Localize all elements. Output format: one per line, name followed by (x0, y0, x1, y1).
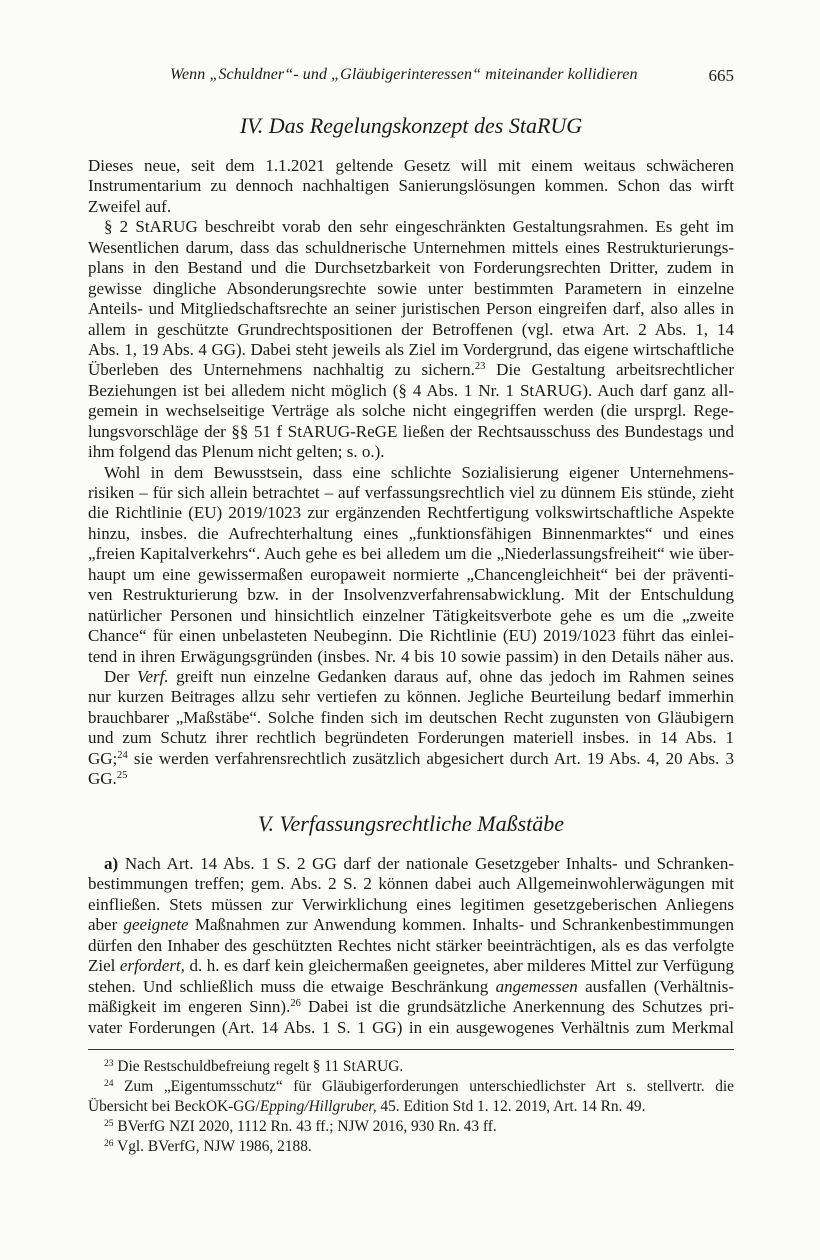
text-line: „freien Kapitalverkehrs“. Auch gehe es bei alledem um die „Niederlassungsfreiheit“ wie über- (88, 544, 734, 564)
text-line: gewisse dingliche Absonderungsrechte sowie unter bestimmten Parametern in einzelne (88, 278, 734, 298)
text-line: risiken – für sich allein betrachtet – auf verfassungsrechtlich viel zu dünnem Eis stünde, zieht (88, 483, 734, 502)
text-line: Beziehungen ist bei alledem nicht möglich (§ 4 Abs. 1 Nr. 1 StARUG). Auch darf ganz all- (88, 380, 734, 400)
text-line (88, 769, 734, 789)
text-run: Die Gestaltung arbeitsrechtlicher (485, 360, 734, 380)
running-title: Wenn „Schuldner“- und „Gläubigerinteressen“ miteinander kollidieren (170, 66, 638, 83)
footnote-text: Die Restschuldbefreiung regelt § 11 StARUG. (113, 1058, 404, 1075)
section-heading-iv: IV. Das Regelungskonzept des StaRUG (239, 113, 583, 138)
footnote-number: 26 (104, 1137, 114, 1149)
text-line: die Richtlinie (EU) 2019/1023 zur ergänzenden Rechtfertigung volkswirtschaftliche Aspekte (88, 503, 734, 523)
text-line: hinzu, insbes. die Aufrechterhaltung eines „funktionsfähigen Binnenmarktes“ und eines (88, 523, 734, 543)
text-line: und zum Schutz ihrer rechtlich begründeten Forderungen materiell insbes. in 14 Abs. 1 (88, 728, 734, 748)
text-line: Chance“ für einen unbelasteten Neubeginn. Die Richtlinie (EU) 2019/1023 führt das einlei- (88, 626, 734, 646)
emphasis: angemessen (495, 976, 578, 996)
text-line: Anteils- und Mitgliedschaftsrechte an seiner juristischen Person eingreifen darf, also alles in (88, 299, 734, 319)
text-line: vater Forderungen (Art. 14 Abs. 1 S. 1 GG) in ein ausgewogenes Verhältnis zum Merkmal (88, 1017, 734, 1037)
section-iv-body (88, 156, 734, 790)
text-run: Dabei ist die grundsätzliche Anerkennung des Schutzes pri- (300, 997, 734, 1017)
text-line: dürfen den Inhaber des geschützten Rechtes nicht stärker beeinträchtigen, als es das verfolgte (88, 935, 734, 955)
text-line: einfließen. Stets müssen zur Verwirklichung eines legitimen gesetzgeberischen Anliegens (88, 894, 734, 914)
text-run: greift nun einzelne Gedanken daraus auf, ohne das jedoch im Rahmen seines (168, 666, 734, 686)
footnote-23 (88, 1057, 734, 1077)
footnote-25 (88, 1117, 734, 1137)
text-line: gemein in wechselseitige Verträge als solche nicht eingegriffen werden (die ursprgl. Rege- (88, 401, 734, 421)
author-abbrev: Verf. (137, 666, 169, 686)
page-number: 665 (708, 66, 734, 85)
text-run: Der (104, 666, 137, 686)
footnote-number: 25 (104, 1117, 114, 1129)
footnote-authors: Epping/Hillgruber, (259, 1098, 377, 1115)
footnote-ref-26[interactable]: 26 (290, 998, 301, 1010)
text-line: ihm folgend das Plenum nicht gelten; s. o.). (88, 442, 385, 462)
text-line: haupt um eine gewissermaßen europaweit normierte „Chancengleichheit“ bei der präventi- (88, 564, 734, 584)
text-line: lungsvorschläge der §§ 51 f StARUG-ReGE ließen der Rechtsausschuss des Bundestags und (88, 421, 734, 441)
text-run: d. h. es darf kein gleichermaßen geeignetes, aber milderes Mittel zur Verfügung (184, 956, 734, 976)
text-run: Ziel (88, 956, 120, 976)
text-line: Zweifel auf. (88, 196, 172, 216)
footnote-ref-24[interactable]: 24 (117, 749, 128, 761)
text-line: Wohl in dem Bewusstsein, dass eine schlichte Sozialisierung eigener Unternehmens- (104, 462, 734, 482)
emphasis: erfordert, (119, 956, 185, 976)
footnote-24 (88, 1077, 734, 1097)
footnote-text: Zum „Eigentumsschutz“ für Gläubigerforderungen unterschiedlichster Art s. stellvertr. die (113, 1078, 734, 1095)
text-line: allem in geschützte Grundrechtspositionen der Betroffenen (vgl. etwa Art. 2 Abs. 1, 14 (88, 319, 734, 339)
text-run: Maßnahmen zur Anwendung kommen. Inhalts- und Schrankenbestimmungen (188, 915, 734, 935)
text-line: Abs. 1, 19 Abs. 4 GG). Dabei steht jeweils als Ziel im Vordergrund, das eigene wirtschaftliche (88, 339, 734, 359)
footnote-ref-23[interactable]: 23 (474, 361, 486, 373)
text-run: stehen. Und schließlich muss die etwaige Beschränkung (88, 976, 496, 996)
text-run: GG; (88, 748, 118, 768)
text-line (88, 915, 734, 935)
section-v-body (88, 854, 734, 1038)
text-run: sie werden verfahrensrechtlich zusätzlich abgesichert durch Art. 19 Abs. 4, 20 Abs. 3 (127, 748, 734, 768)
text-line (88, 854, 734, 874)
text-line (88, 997, 734, 1017)
text-run: Nach Art. 14 Abs. 1 S. 2 GG darf der nationale Gesetzgeber Inhalts- und Schranken- (118, 854, 734, 873)
text-run: aber (88, 915, 124, 935)
text-line (88, 667, 734, 687)
footnote-text: BVerfG NZI 2020, 1112 Rn. 43 ff.; NJW 2016, 930 Rn. 43 ff. (113, 1118, 497, 1135)
text-line: plans in den Bestand und die Durchsetzbarkeit von Forderungsrechten Dritter, zudem in (88, 258, 734, 278)
text-line: natürlicher Personen und hinsichtlich einzelner Tätigkeitsverbote gehe es um die „zweite (88, 605, 734, 625)
footnote-text: Vgl. BVerfG, NJW 1986, 2188. (113, 1138, 312, 1155)
footnotes (88, 1057, 734, 1157)
section-heading-v: V. Verfassungsrechtliche Maßstäbe (257, 811, 565, 836)
footnote-24-continued (88, 1097, 734, 1117)
footnote-text: Übersicht bei BeckOK-GG/ (88, 1098, 260, 1115)
text-line (88, 956, 734, 976)
footnote-number: 23 (104, 1057, 114, 1069)
footnote-number: 24 (104, 1077, 114, 1089)
text-line: tend in ihren Erwägungsgründen (insbes. Nr. 4 bis 10 sowie passim) in den Details näher aus. (88, 646, 734, 666)
text-line (88, 977, 734, 997)
text-run: Überleben des Unternehmens nachhaltig zu sichern. (88, 360, 475, 380)
text-run: GG. (88, 769, 117, 789)
footnote-ref-25[interactable]: 25 (116, 770, 128, 782)
text-line: Dieses neue, seit dem 1.1.2021 geltende Gesetz will mit einem weitaus schwächeren (88, 156, 734, 175)
footnote-text: 45. Edition Std 1. 12. 2019, Art. 14 Rn. 49. (376, 1098, 646, 1115)
text-line: brauchbarer „Maßstäbe“. Solche finden sich im deutschen Recht zugunsten von Gläubigern (88, 707, 734, 727)
text-line: bestimmungen treffen; gem. Abs. 2 S. 2 können dabei auch Allgemeinwohlerwägungen mit (88, 874, 734, 894)
paragraph-label: a) (104, 854, 119, 873)
emphasis: geeignete (123, 915, 189, 935)
text-line: § 2 StARUG beschreibt vorab den sehr eingeschränkten Gestaltungsrahmen. Es geht im (104, 217, 734, 237)
text-run: ausfallen (Verhältnis- (577, 976, 734, 996)
footnote-26 (88, 1137, 734, 1157)
text-line (88, 360, 734, 380)
text-run: mäßigkeit im engeren Sinn). (88, 997, 291, 1017)
footnote-separator (88, 1049, 734, 1050)
text-line (88, 749, 734, 769)
text-line: Wesentlichen darum, dass das schuldnerische Unternehmen mittels eines Restrukturierungs- (88, 237, 734, 257)
text-line: Instrumentarium zu dennoch nachhaltigen Sanierungslösungen kommen. Schon das wirft (88, 176, 734, 196)
text-line: nur kurzen Beitrages allzu sehr vertiefen zu können. Jegliche Beurteilung bedarf immerhin (88, 687, 734, 707)
running-header (88, 66, 734, 88)
text-line: ven Restrukturierung bzw. in der Insolvenzverfahrensabwicklung. Mit der Entschuldung (88, 585, 734, 605)
